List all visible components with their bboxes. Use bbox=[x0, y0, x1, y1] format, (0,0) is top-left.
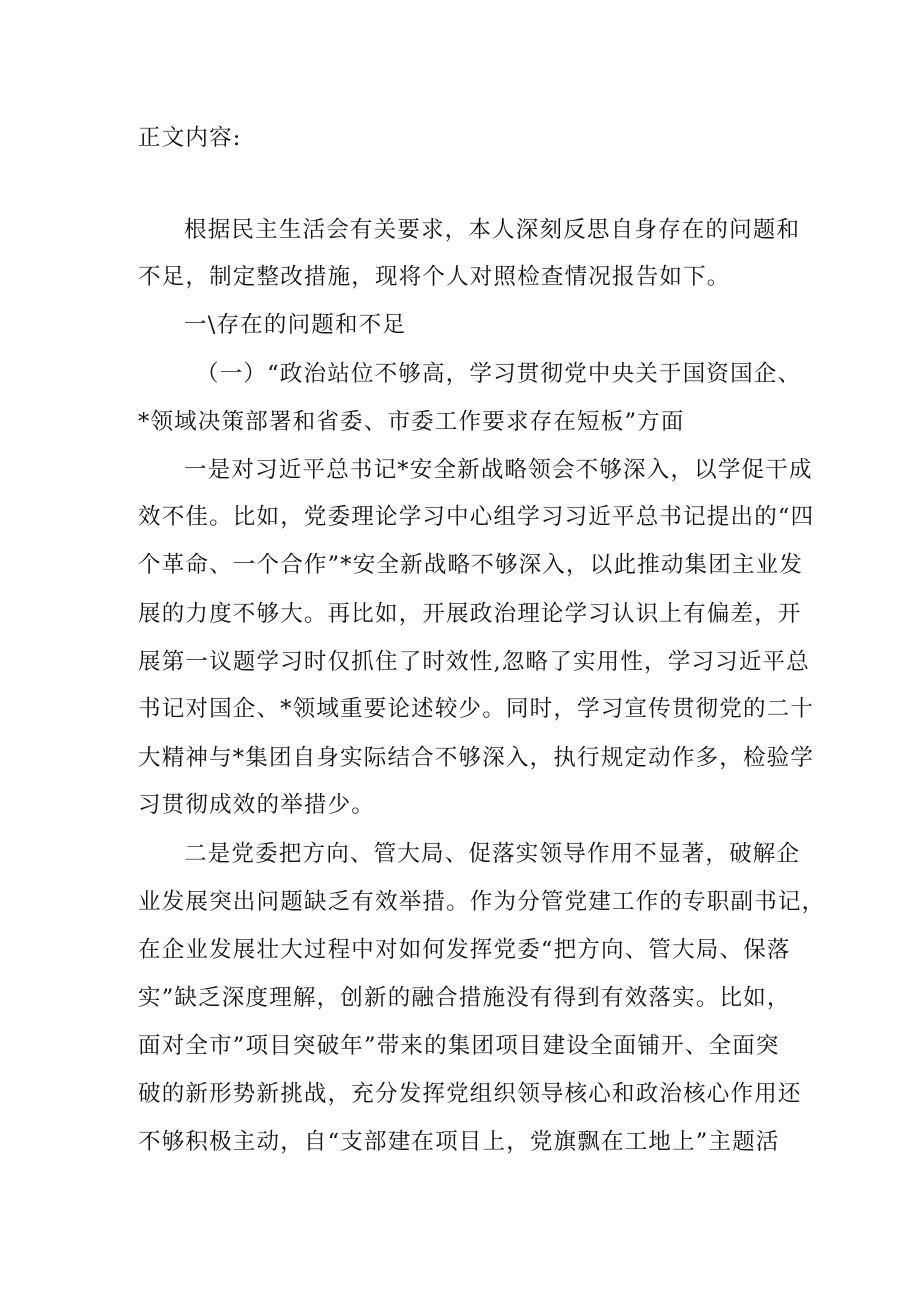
paragraph-line: 业发展突出问题缺乏有效举措。作为分管党建工作的专职副书记， bbox=[138, 889, 826, 915]
paragraph-line: 习贯彻成效的举措少。 bbox=[138, 792, 376, 818]
paragraph-line: 一是对习近平总书记*安全新战略领会不够深入，以学促干成 bbox=[184, 457, 813, 483]
paragraph-line: 个革命、一个合作”*安全新战略不够深入，以此推动集团主业发 bbox=[138, 552, 804, 578]
paragraph-line: 展第一议题学习时仅抓住了时效性,忽略了实用性，学习习近平总 bbox=[138, 649, 810, 675]
paragraph-line: 破的新形势新挑战，充分发挥党组织领导核心和政治核心作用还 bbox=[138, 1081, 802, 1107]
paragraph-line: 二是党委把方向、管大局、促落实领导作用不显著，破解企 bbox=[184, 841, 801, 867]
paragraph-line: 不够积极主动，自“支部建在项目上，党旗飘在工地上”主题活 bbox=[138, 1129, 780, 1155]
subsection-heading: *领域决策部署和省委、市委工作要求存在短板”方面 bbox=[138, 409, 685, 435]
subsection-heading: （一）“政治站位不够高，学习贯彻党中央关于国资国企、 bbox=[196, 361, 802, 387]
paragraph-line: 在企业发展壮大过程中对如何发挥党委“把方向、管大局、保落 bbox=[138, 937, 791, 963]
paragraph-line: 不足，制定整改措施，现将个人对照检查情况报告如下。 bbox=[138, 264, 731, 290]
paragraph-line: 效不佳。比如，党委理论学习中心组学习习近平总书记提出的“四 bbox=[138, 504, 815, 530]
paragraph-line: 大精神与*集团自身实际结合不够深入，执行规定动作多，检验学 bbox=[138, 745, 815, 771]
paragraph-line: 面对全市”项目突破年”带来的集团项目建设全面铺开、全面突 bbox=[138, 1033, 780, 1059]
section-heading: 一\存在的问题和不足 bbox=[184, 312, 407, 338]
paragraph-line: 展的力度不够大。再比如，开展政治理论学习认识上有偏差，开 bbox=[138, 601, 802, 627]
document-heading: 正文内容: bbox=[138, 125, 242, 151]
paragraph-line: 书记对国企、*领域重要论述较少。同时，学习宣传贯彻党的二十 bbox=[138, 696, 815, 722]
paragraph-line: 实”缺乏深度理解，创新的融合措施没有得到有效落实。比如， bbox=[138, 985, 791, 1011]
paragraph-line: 根据民主生活会有关要求，本人深刻反思自身存在的问题和 bbox=[184, 217, 801, 243]
